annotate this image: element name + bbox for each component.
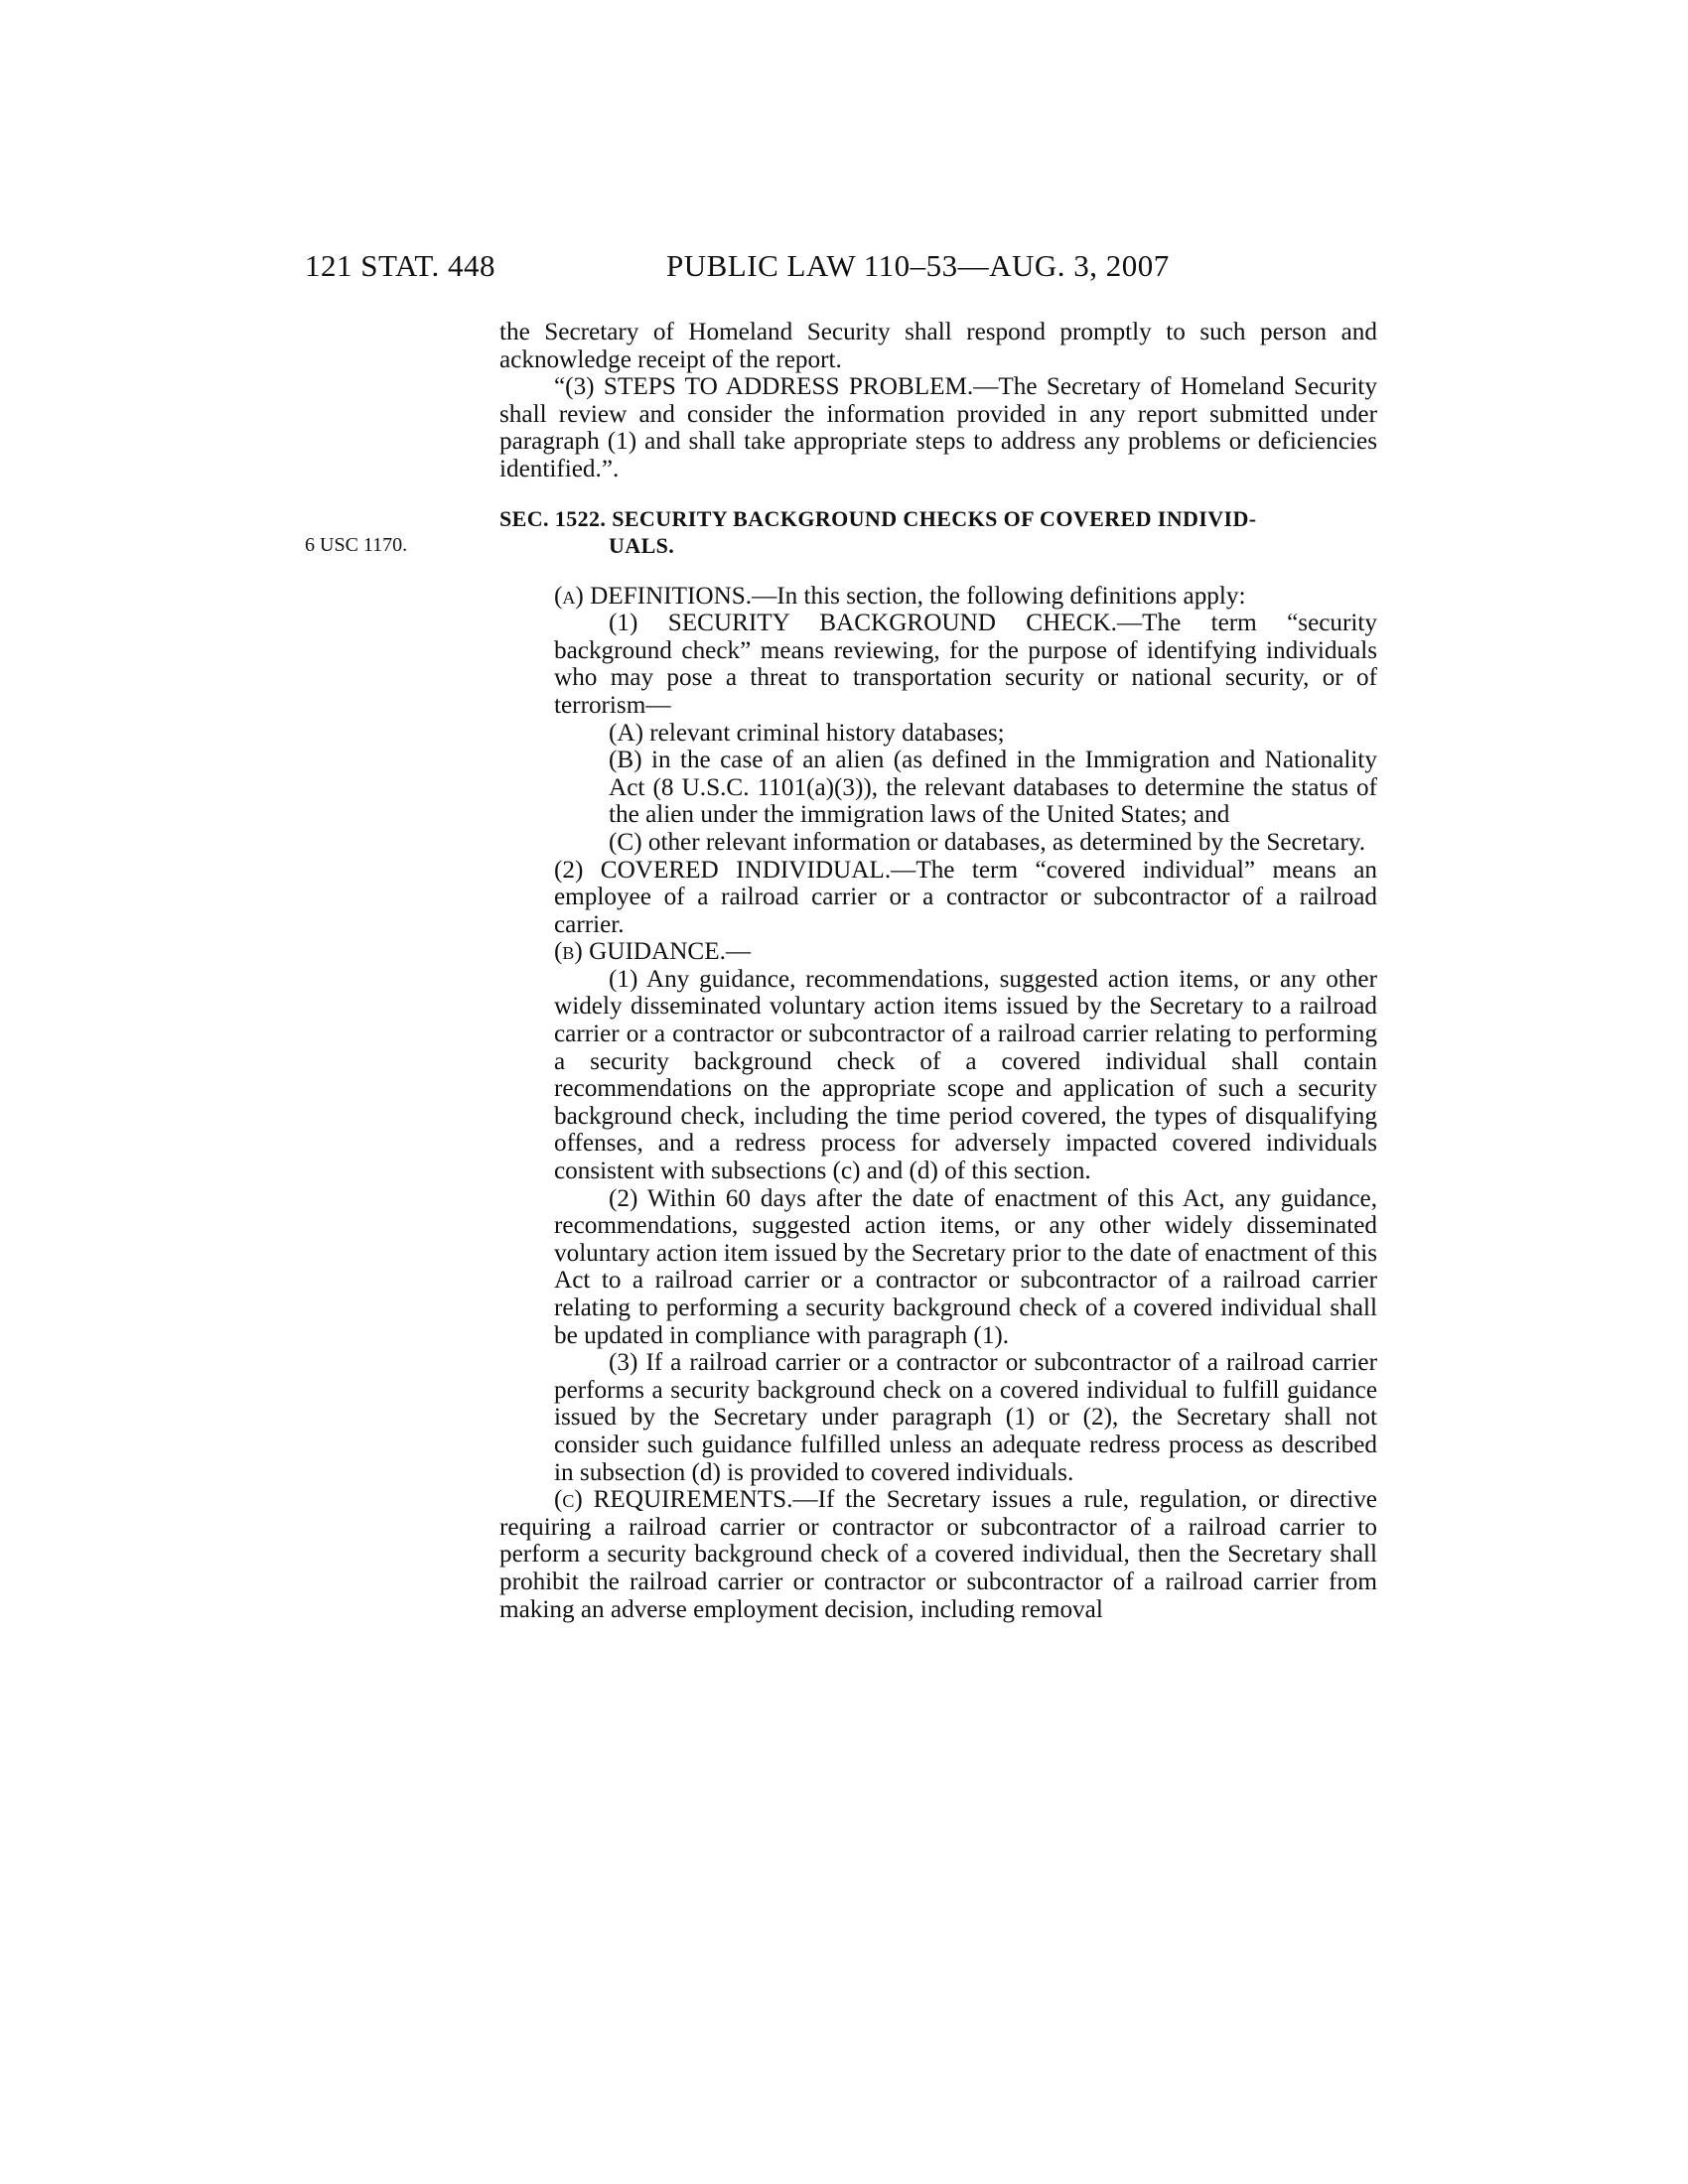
paragraph-steps-to-address-problem — [499, 373, 1377, 482]
paragraph-label: “(3) STEPS TO ADDRESS PROBLEM. — [554, 373, 974, 401]
subparagraph-a1C: (C) other relevant information or databases, as determined by the Secretary. — [609, 828, 1366, 856]
paragraph-label: (2) COVERED INDIVIDUAL. — [554, 856, 892, 884]
subsection-a-definitions — [499, 583, 1377, 611]
subsection-label: (b) GUIDANCE. — [554, 938, 726, 966]
paragraph-text: —The Secretary of Homeland Security shall review and consider the information provided in any report submitted under paragraph (1) and shall take appropriate steps to address any problems or deficiencies identified.”. — [499, 373, 1377, 482]
subsection-label: (a) DEFINITIONS. — [554, 582, 753, 610]
paragraph-a2-covered-individual — [499, 857, 1377, 939]
paragraph-text: —The term “covered individual” means an employee of a railroad carrier or a contractor or subcontractor of a railroad carrier. — [554, 856, 1378, 938]
section-heading-line1: SEC. 1522. SECURITY BACKGROUND CHECKS OF COVERED INDIVID- — [499, 505, 1257, 531]
stat-reference: 121 STAT. 448 — [305, 248, 496, 283]
subsection-text: —If the Secretary issues a rule, regulation, or directive requiring a railroad carrier or contractor or subcontractor of a railroad carrier to perform a security background check of a covered individual, then the Secretary shall prohibit the railroad carrier or contractor or subcontractor of a railroad carrier from making an adverse employment decision, including removal — [499, 1486, 1377, 1623]
usc-margin-note: 6 USC 1170. — [305, 534, 408, 556]
paragraph-b2: (2) Within 60 days after the date of enactment of this Act, any guidance, recommendations, suggested action items, or any other widely disseminated voluntary action item issued by the Secretary prior to the date of enactment of this Act to a railroad carrier or a contractor or subcontractor of a railroad carrier relating to performing a security background check of a covered individual shall be updated in compliance with paragraph (1). — [554, 1184, 1377, 1349]
paragraph-text: —The term “security background check” means reviewing, for the purpose of identifying individuals who may pose a threat to transportation security or national security, or of terrorism— — [554, 610, 1377, 719]
subsection-b-guidance — [499, 938, 1377, 966]
subsection-label: (c) REQUIREMENTS. — [554, 1486, 793, 1514]
paragraph-continuation: the Secretary of Homeland Security shall respond promptly to such person and acknowledge receipt of the report. — [499, 319, 1377, 373]
document-body — [499, 319, 1377, 1623]
subsection-text: —In this section, the following definitions apply: — [752, 582, 1246, 610]
subsection-c-requirements — [499, 1486, 1377, 1623]
section-heading — [499, 505, 1377, 559]
section-heading-line2: UALS. — [609, 532, 675, 558]
subparagraph-a1A: (A) relevant criminal history databases; — [609, 719, 1005, 747]
subparagraph-a1B: (B) in the case of an alien (as defined in the Immigration and Nationality Act (8 U.S.C. 1101(a)(3)), the relevant databases to determine the status of the alien under the immigration laws of the United States; and — [609, 747, 1377, 829]
subsection-text: — — [725, 938, 752, 966]
paragraph-a1-security-background-check — [499, 610, 1377, 719]
paragraph-b1: (1) Any guidance, recommendations, suggested action items, or any other widely disseminated voluntary action items issued by the Secretary to a railroad carrier or a contractor or subcontractor of a railroad carrier relating to performing a security background check of a covered individual shall contain recommendations on the appropriate scope and application of such a security background check, including the time period covered, the types of disqualifying offenses, and a redress process for adversely impacted covered individuals consistent with subsections (c) and (d) of this section. — [554, 965, 1377, 1185]
page-title: PUBLIC LAW 110–53—AUG. 3, 2007 — [666, 248, 1170, 283]
paragraph-label: (1) SECURITY BACKGROUND CHECK. — [609, 610, 1117, 637]
paragraph-b3: (3) If a railroad carrier or a contractor or subcontractor of a railroad carrier performs a security background check on a covered individual to fulfill guidance issued by the Secretary under paragraph (1) or (2), the Secretary shall not consider such guidance fulfilled unless an adequate redress process as described in subsection (d) is provided to covered individuals. — [554, 1349, 1377, 1486]
